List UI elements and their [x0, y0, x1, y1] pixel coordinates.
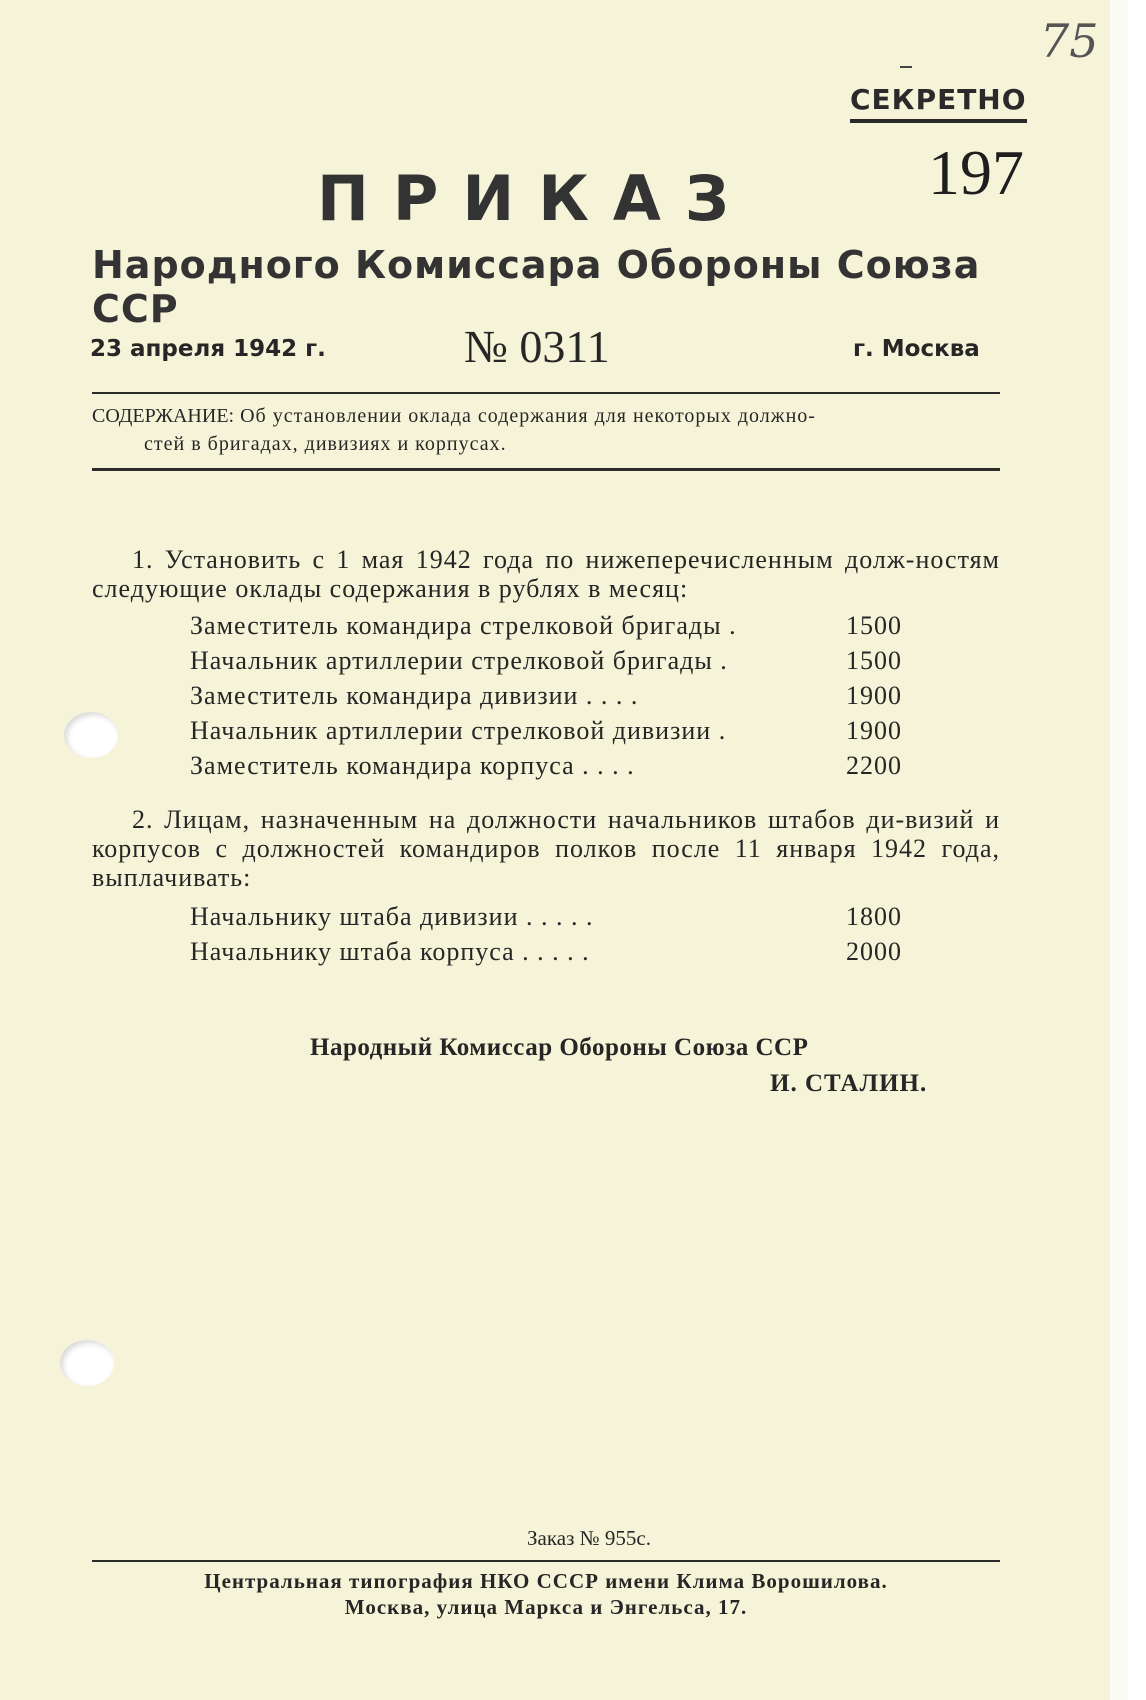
- content-label: СОДЕРЖАНИЕ:: [92, 405, 235, 427]
- salary-row: Заместитель командира корпуса . . . . 2200: [190, 751, 902, 780]
- order-city: г. Москва: [853, 336, 980, 362]
- order-number: № 0311: [464, 321, 610, 372]
- salary-row: Заместитель командира дивизии . . . . 1900: [190, 681, 902, 710]
- salary-row: Начальнику штаба корпуса . . . . . 2000: [190, 937, 902, 966]
- signer-name: И. СТАЛИН.: [770, 1070, 928, 1097]
- handwritten-page-number: 75: [1040, 14, 1099, 68]
- salary-row: Начальнику штаба дивизии . . . . . 1800: [190, 902, 902, 931]
- header-rule-top: [92, 392, 1000, 394]
- salary-row: Начальник артиллерии стрелковой бригады . 1500: [190, 646, 902, 675]
- paper-edge: [1110, 0, 1128, 1700]
- signer-position: Народный Комиссар Обороны Союза ССР: [310, 1034, 809, 1061]
- order-date: 23 апреля 1942 г.: [90, 336, 326, 362]
- secret-mark-dash: [900, 66, 912, 68]
- punch-hole: [60, 1340, 114, 1386]
- secrecy-label: СЕКРЕТНО: [850, 83, 1027, 123]
- point-2-text: 2. Лицам, назначенным на должности начальников штабов ди-визий и корпусов с должностей командиров полков после 11 января 1942 года, выплачивать:: [92, 805, 1000, 892]
- salary-row: Начальник артиллерии стрелковой дивизии . 1900: [190, 716, 902, 745]
- document-title: ПРИКАЗ: [317, 162, 753, 235]
- document-subtitle: Народного Комиссара Обороны Союза ССР: [92, 243, 981, 331]
- header-rule-bottom: [92, 468, 1000, 471]
- printer-imprint-line1: Центральная типография НКО СССР имени Клима Ворошилова.: [204, 1569, 888, 1593]
- content-text-line2: стей в бригадах, дивизиях и корпусах.: [144, 433, 507, 455]
- printer-imprint: [92, 1568, 1000, 1620]
- point-1-text: 1. Установить с 1 мая 1942 года по нижеперечисленным долж-ностям следующие оклады содержания в рублях в месяц:: [92, 545, 1000, 603]
- print-order-number: Заказ № 955с.: [527, 1526, 651, 1550]
- footer-rule: [92, 1560, 1000, 1562]
- content-text-line1: Об установлении оклада содержания для некоторых должно-: [240, 405, 816, 427]
- printer-imprint-line2: Москва, улица Маркса и Энгельса, 17.: [344, 1595, 748, 1619]
- stamp-number: 197: [928, 137, 1024, 208]
- content-summary: [92, 402, 1000, 458]
- punch-hole: [64, 712, 118, 758]
- salary-row: Заместитель командира стрелковой бригады . 1500: [190, 611, 902, 640]
